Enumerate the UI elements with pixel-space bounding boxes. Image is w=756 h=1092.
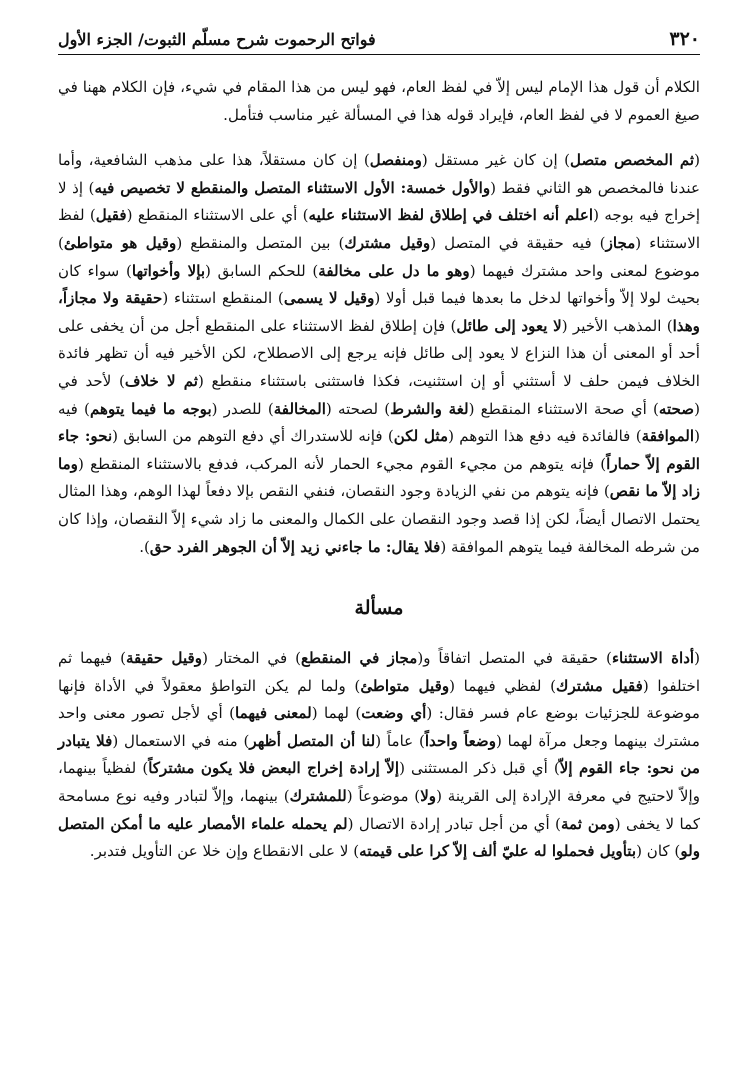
bold-text-run: المخالفة [273,399,326,418]
text-run: ) منه في الاستعمال ( [112,731,250,750]
text-run: ) لأحد في ( [58,371,701,418]
text-run: ) سواء كان بحيث لولا إلاّ وأخواتها لدخل ما بعدها فيما قبل أولا ( [58,261,701,308]
paragraph-3 [58,645,700,866]
bold-text-run: بإلا وأخواتها [131,261,206,280]
text-run: ) فيه حقيقة في المتصل ( [430,233,606,252]
bold-text-run: لنا أن المتصل أظهر [249,731,376,750]
text-run: الكلام أن قول هذا الإمام ليس إلاّ في لفظ العام، فهو ليس من هذا المقام في شيء، فإن الكلام ههنا في صيغ العموم لا في لفظ العام، فإيراد قوله هذا في المسألة غير مناسب فتأمل. [58,78,700,124]
text-run: ) فإنه للاستدراك أي دفع التوهم من السابق ( [112,427,394,446]
bold-text-run: ومن ثمة [560,814,615,833]
running-title: فواتح الرحموت شرح مسلّم الثبوت/ الجزء الأول [58,30,376,49]
text-run: ) موضوعاً ( [346,787,421,806]
text-run: ) المنقطع استثناء ( [162,289,284,308]
text-run: ) لا على الانقطاع وإن خلا عن التأويل فتدبر. [89,842,360,861]
text-run: ) فيهما ثم اختلفوا ( [58,649,701,695]
bold-text-run: والأول خمسة: الأول الاستثناء المتصل والمنقطع لا تخصيص فيه [94,178,491,197]
bold-text-run: صحته [658,399,695,418]
text-run: ) فالفائدة فيه دفع هذا التوهم ( [448,427,642,446]
bold-text-run: مجاز في المنقطع [301,649,418,668]
bold-text-run: فلا يقال: ما جاءني زيد إلاّ أن الجوهر الفرد حق [149,537,441,556]
bold-text-run: وضعاً واحداً [424,731,496,750]
book-page [58,28,700,866]
bold-text-run: لم يحمله علماء الأمصار عليه ما أمكن المتصل ولو [58,814,700,861]
text-run: ) أي قبل ذكر المستثنى ( [399,759,560,778]
bold-text-run: وقيل هو متواطئ [63,233,177,252]
bold-text-run: ثم لا خلاف [124,371,198,390]
text-run: ) المذهب الأخير ( [561,316,673,335]
text-run: ) كان ( [636,842,681,861]
text-run: ) لفظي فيهما ( [449,676,557,695]
text-run: ) بين المتصل والمنقطع ( [176,233,345,252]
bold-text-run: فقيل [95,206,127,225]
bold-text-run: ثم المخصص متصل [570,151,695,170]
bold-text-run: الموافقة [641,427,695,446]
text-run: ) فإنه يتوهم من مجيء القوم مجيء الحمار لأنه المركب، فدفع بالاستثناء المنقطع ( [77,454,607,473]
bold-text-run: وقيل حقيقة [125,649,203,668]
bold-text-run: مجاز [605,233,636,252]
text-run: ) للحكم السابق ( [205,261,319,280]
text-run: ) لصحته ( [325,399,391,418]
text-run: ) لفظ الاستثناء ( [58,206,701,252]
bold-text-run: وهو ما دل على مخالفة [318,261,470,280]
bold-text-run: لمعنى فيهما [235,704,312,723]
text-run: ) موضوع لمعنى واحد مشترك فيهما ( [58,233,700,280]
page-number: ٣٢٠ [669,28,700,50]
paragraph-1 [58,74,700,129]
section-title: مسألة [354,597,404,620]
bold-text-run: أداة الاستثناء [611,649,695,668]
text-run: ) إن كان مستقلاً، هذا على مذهب الشافعية، وأما عندنا فالمخصص هو الثاني فقط ( [58,151,700,197]
text-run: ) ولما لم يكن التواطؤ معقولاً في الأداة فإنها موضوعة للجزئيات بوضع عام فسر فقال: ( [58,676,700,723]
text-run: ) إذ لا إخراج فيه بوجه ( [58,178,701,225]
bold-text-run: فقيل مشترك [556,676,643,695]
text-run: ) للصدر ( [211,399,274,418]
text-run: ). [139,537,150,556]
text-run: ) أي من أجل تبادر إرادة الاتصال ( [347,814,561,833]
bold-text-run: وقيل مشترك [344,233,431,252]
text-run: ) فيه ( [58,399,700,446]
bold-text-run: فلا يتبادر من نحو: جاء القوم إلاّ [58,731,700,778]
bold-text-run: مثل لكن [393,427,449,446]
bold-text-run: اعلم أنه اختلف في إطلاق لفظ الاستثناء عليه [308,206,594,225]
bold-text-run: وقيل لا يسمى [283,289,375,308]
bold-text-run: ومنفصل [369,151,422,170]
bold-text-run: للمشترك [289,787,347,806]
bold-text-run: إلاّ إرادة إخراج البعض فلا يكون مشتركاً [148,759,400,778]
text-run: ) أي صحة الاستثناء المنقطع ( [468,399,659,418]
bold-text-run: وما زاد إلاّ ما نقص [58,454,700,501]
text-run: ) أي على الاستثناء المنقطع ( [126,206,309,225]
text-run: ) أي لأجل تصور معنى واحد مشترك بينهما وجعل مرآة لهما ( [58,704,700,750]
bold-text-run: بوجه ما فيما يتوهم [89,399,212,418]
bold-text-run: أي وضعت [361,704,427,723]
page-header [58,28,700,55]
text-run: ) فإنه يتوهم من نفي الزيادة وجود النقصان، فنفي النقص بإلا دفعاً لهذا الوهم، وهذا المثال يحتمل الاتصال أيضاً، لكن إذا قصد وجود النقصان على الكمال والمعنى ما زاد شيء إلاّ النقصان، وإذا كان من شرطه المخالفة فيما يتوهم الموافقة ( [58,482,700,556]
bold-text-run: نحو: جاء القوم إلاّ حماراً [58,427,700,473]
bold-text-run: وقيل متواطئ [360,676,450,695]
text-run: ) إن كان غير مستقل ( [421,151,571,170]
text-run: ) حقيقة في المتصل اتفاقاً و( [417,649,612,668]
text-run: ) فإن إطلاق لفظ الاستثناء على المنقطع أجل من أن يخفى على أحد أو المعنى أن هذا النزاع لا يعود إلى طائل فإنه يرجع إلى الاصطلاح، لكن الأخير فيه أن تظهر فائدة الخلاف فيمن حلف لا أستثني أو إن استثنيت، فكذا فاستثنى باستثناء منقطع ( [58,316,700,390]
text-run: ) بينهما، وإلاّ لتبادر وفيه نوع مسامحة كما لا يخفى ( [58,787,701,833]
text-run: ) لهما ( [311,704,362,723]
text-run: ) عاماً ( [375,731,425,750]
text-run: ( [694,151,700,170]
text-run: ) في المختار ( [202,649,302,668]
bold-text-run: لغة والشرط [390,399,469,418]
text-run: ) لفظياً بينهما، وإلاّ لاحتيج في معرفة الإرادة إلى القرينة ( [58,759,700,806]
bold-text-run: لا يعود إلى طائل [456,316,562,335]
text-run: ( [694,649,700,668]
paragraph-2 [58,147,700,561]
bold-text-run: ولا [420,787,437,806]
bold-text-run: بتأويل فحملوا له عليّ ألف إلاّ كرا على قيمته [359,842,637,861]
bold-text-run: حقيقة ولا مجازاً، وهذا [58,289,700,335]
